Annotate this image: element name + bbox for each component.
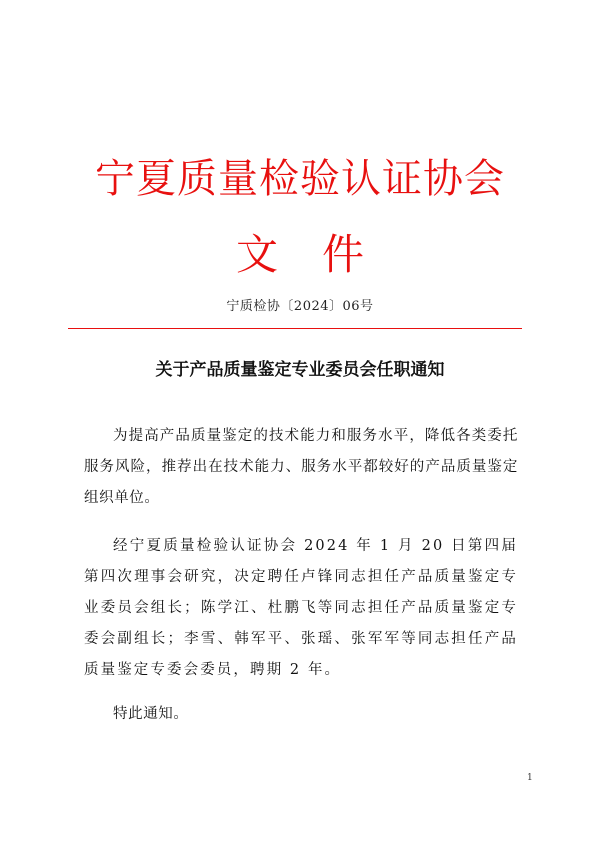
document-label-char-1: 文 — [235, 230, 278, 279]
body-paragraph-1: 为提高产品质量鉴定的技术能力和服务水平，降低各类委托服务风险，推荐出在技术能力、服务水平都较好的产品质量鉴定组织单位。 — [84, 428, 518, 506]
page-number: 1 — [527, 773, 533, 783]
closing-line: 特此通知。 — [113, 706, 189, 722]
document-label — [0, 227, 600, 283]
body-paragraph-2: 经宁夏质量检验认证协会 2024 年 1 月 20 日第四届第四次理事会研究，决定聘任卢锋同志担任产品质量鉴定专业委员会组长；陈学江、杜鹏飞等同志担任产品质量鉴定专委会副组长；李雪、韩军平、张瑶、张军军等同志担任产品质量鉴定专委会委员，聘期 2 年。 — [84, 538, 518, 678]
red-divider-line — [68, 328, 522, 329]
document-number: 宁质检协〔2024〕06号 — [226, 299, 374, 314]
organization-title: 宁夏质量检验认证协会 — [95, 156, 505, 202]
document-label-char-2: 件 — [322, 230, 365, 279]
notice-title: 关于产品质量鉴定专业委员会任职通知 — [155, 360, 445, 380]
